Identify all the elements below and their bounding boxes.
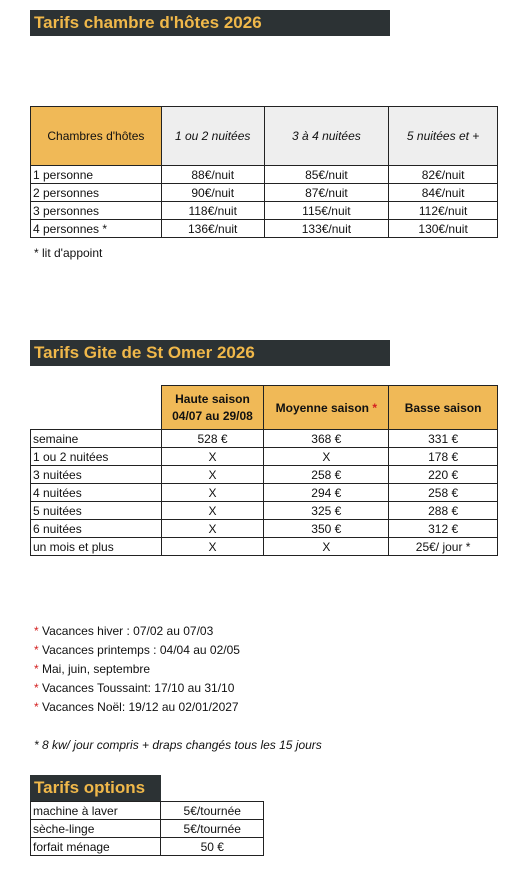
table-row (31, 166, 498, 184)
price-cell: X (161, 520, 264, 538)
row-label: 2 personnes (31, 184, 162, 202)
table-row (31, 484, 498, 502)
holiday-item (34, 681, 234, 695)
price-cell: 325 € (264, 502, 389, 520)
price-cell: 82€/nuit (389, 166, 498, 184)
row-label: 5 nuitées (31, 502, 162, 520)
price-cell: 115€/nuit (264, 202, 389, 220)
holiday-text: Vacances hiver : 07/02 au 07/03 (42, 624, 214, 638)
table-row (31, 430, 498, 448)
table-row (31, 802, 264, 820)
table-row (31, 820, 264, 838)
price-cell: 130€/nuit (389, 220, 498, 238)
row-label: 1 ou 2 nuitées (31, 448, 162, 466)
table-row (31, 520, 498, 538)
header-cell: Chambres d'hôtes (31, 107, 162, 166)
asterisk-mark: * (34, 681, 39, 695)
price-cell: 178 € (389, 448, 498, 466)
table-row (31, 466, 498, 484)
section-title-chambres: Tarifs chambre d'hôtes 2026 (30, 10, 390, 36)
price-cell: 368 € (264, 430, 389, 448)
price-cell: 25€/ jour * (389, 538, 498, 556)
asterisk-mark: * (34, 643, 39, 657)
price-cell: X (161, 502, 264, 520)
holiday-text: Vacances Noël: 19/12 au 02/01/2027 (42, 700, 239, 714)
header-cell: 5 nuitées et + (389, 107, 498, 166)
holiday-item (34, 624, 213, 638)
table-row (31, 448, 498, 466)
asterisk-mark: * (34, 662, 39, 676)
row-label: forfait ménage (31, 838, 161, 856)
row-label: semaine (31, 430, 162, 448)
price-cell: 50 € (161, 838, 264, 856)
table-row (31, 538, 498, 556)
table-row (31, 220, 498, 238)
price-cell: X (161, 448, 264, 466)
electricity-note: * 8 kw/ jour compris + draps changés tous les 15 jours (34, 738, 322, 752)
price-cell: 88€/nuit (161, 166, 264, 184)
asterisk-mark: * (34, 700, 39, 714)
price-cell: X (264, 538, 389, 556)
table-options (30, 801, 264, 856)
table-row (31, 202, 498, 220)
price-cell: 288 € (389, 502, 498, 520)
row-label: 1 personne (31, 166, 162, 184)
price-cell: 220 € (389, 466, 498, 484)
asterisk-mark: * (372, 400, 377, 415)
price-cell: 84€/nuit (389, 184, 498, 202)
section-title-gite: Tarifs Gite de St Omer 2026 (30, 340, 390, 366)
row-label: 3 personnes (31, 202, 162, 220)
header-moyenne-saison (264, 386, 389, 430)
holiday-item (34, 700, 239, 714)
header-haute-saison (161, 386, 264, 430)
row-label: 4 personnes * (31, 220, 162, 238)
table-row (31, 502, 498, 520)
asterisk-mark: * (34, 624, 39, 638)
holiday-text: Vacances Toussaint: 17/10 au 31/10 (42, 681, 235, 695)
price-cell: 258 € (389, 484, 498, 502)
price-cell: 87€/nuit (264, 184, 389, 202)
price-cell: 5€/tournée (161, 820, 264, 838)
price-cell: 136€/nuit (161, 220, 264, 238)
header-haute-saison-dates: 04/07 au 29/08 (172, 408, 253, 423)
price-cell: X (264, 448, 389, 466)
price-cell: 331 € (389, 430, 498, 448)
header-basse-saison: Basse saison (389, 386, 498, 430)
price-cell: X (161, 466, 264, 484)
row-label: 6 nuitées (31, 520, 162, 538)
holiday-text: Mai, juin, septembre (42, 662, 151, 676)
empty-corner (31, 386, 162, 430)
price-cell: 133€/nuit (264, 220, 389, 238)
header-cell: 1 ou 2 nuitées (161, 107, 264, 166)
holiday-text: Vacances printemps : 04/04 au 02/05 (42, 643, 240, 657)
price-cell: 258 € (264, 466, 389, 484)
price-cell: 118€/nuit (161, 202, 264, 220)
header-cell: 3 à 4 nuitées (264, 107, 389, 166)
table-chambres (30, 106, 498, 238)
row-label: machine à laver (31, 802, 161, 820)
row-label: un mois et plus (31, 538, 162, 556)
header-haute-saison-title: Haute saison (175, 391, 250, 406)
row-label: 4 nuitées (31, 484, 162, 502)
row-label: sèche-linge (31, 820, 161, 838)
price-cell: 90€/nuit (161, 184, 264, 202)
holiday-item (34, 662, 150, 676)
footnote-lit-appoint: * lit d'appoint (34, 246, 103, 260)
table-row (31, 184, 498, 202)
price-cell: 85€/nuit (264, 166, 389, 184)
table-gite (30, 385, 498, 556)
row-label: 3 nuitées (31, 466, 162, 484)
price-cell: X (161, 538, 264, 556)
table-row (31, 838, 264, 856)
price-cell: 294 € (264, 484, 389, 502)
header-moyenne-saison-label: Moyenne saison (275, 400, 369, 415)
price-cell: 528 € (161, 430, 264, 448)
price-cell: X (161, 484, 264, 502)
section-title-options: Tarifs options (30, 775, 161, 801)
price-cell: 312 € (389, 520, 498, 538)
price-cell: 112€/nuit (389, 202, 498, 220)
price-cell: 350 € (264, 520, 389, 538)
holiday-item (34, 643, 240, 657)
price-cell: 5€/tournée (161, 802, 264, 820)
